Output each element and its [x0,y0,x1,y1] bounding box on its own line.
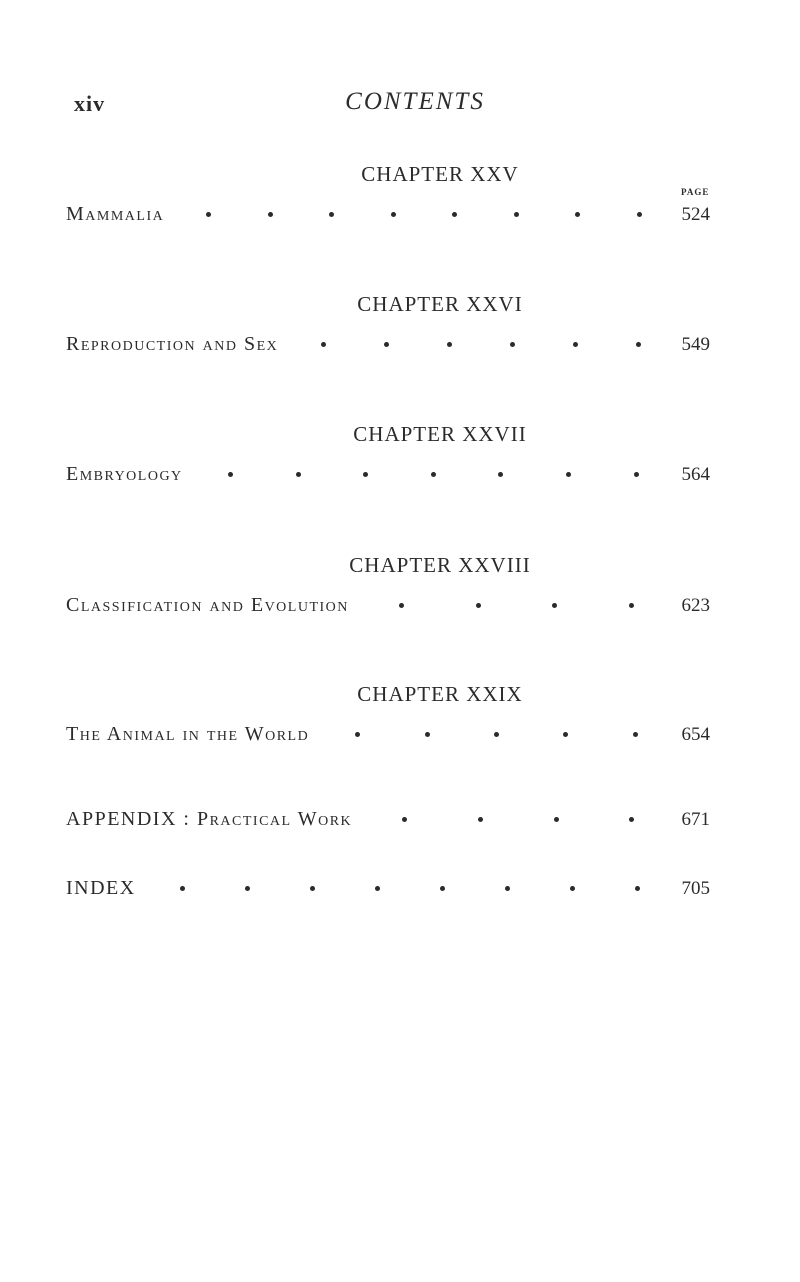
toc-entry-title: Reproduction and Sex [66,333,279,355]
toc-entry-appendix[interactable] [66,808,710,838]
running-head: CONTENTS [345,88,485,115]
toc-entry-page: 524 [681,204,710,225]
chapter-heading: CHAPTER XXIX [357,682,523,706]
toc-entry-page: 564 [681,464,710,485]
toc-entry-title: APPENDIX : Practical Work [66,808,353,830]
toc-entry-page: 671 [681,809,710,830]
toc-entry[interactable] [66,594,710,624]
chapter-heading: CHAPTER XXVI [357,292,523,316]
toc-entry[interactable] [66,723,710,753]
toc-entry-title: Classification and Evolution [66,594,349,616]
toc-entry[interactable] [66,463,710,493]
dot-leader [136,889,670,894]
page-column-label: PAGE [681,187,710,197]
toc-entry[interactable] [66,333,710,363]
dot-leader [352,820,670,825]
toc-entry-title: Mammalia [66,203,165,225]
toc-entry-page: 549 [681,334,710,355]
dot-leader [183,475,670,480]
toc-entry-page: 654 [681,724,710,745]
toc-entry-index[interactable] [66,877,710,907]
dot-leader [309,735,670,740]
toc-entry-page: 705 [681,878,710,899]
page-folio: xiv [74,91,106,116]
dot-leader [164,215,670,220]
toc-entry-title: INDEX [66,877,136,899]
chapter-heading: CHAPTER XXVII [353,422,527,446]
toc-entry-title: Embryology [66,463,183,485]
dot-leader [349,606,670,611]
toc-entry-page: 623 [681,595,710,616]
chapter-heading: CHAPTER XXVIII [349,553,531,577]
toc-entry[interactable] [66,203,710,233]
toc-entry-title: The Animal in the World [66,723,310,745]
dot-leader [278,345,670,350]
chapter-heading: CHAPTER XXV [361,162,519,186]
